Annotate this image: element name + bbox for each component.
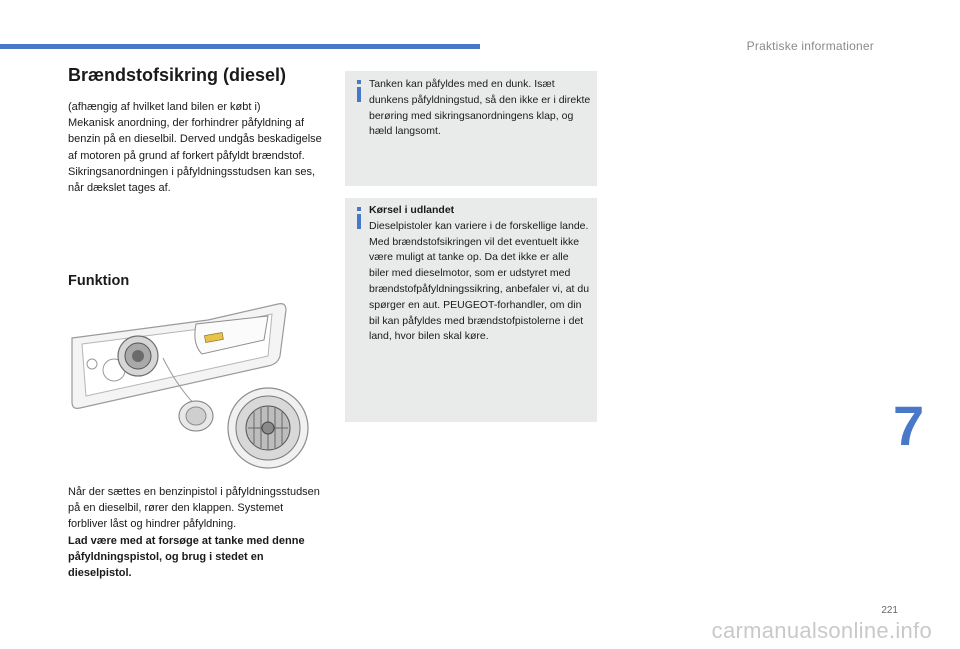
info-box-text	[369, 203, 591, 345]
info-box-title: Kørsel i udlandet	[369, 204, 455, 216]
header-accent-bar	[0, 44, 480, 49]
drain-hole	[87, 359, 97, 369]
info-box-text	[369, 77, 591, 140]
page-number: 221	[881, 605, 898, 616]
intro-paragraph: Mekanisk anordning, der forhindrer påfyldning af benzin på en dieselbil. Derved undgås beskadigelse af motoren på grund af forkert påfyldt brændstof.	[68, 117, 322, 162]
intro-text	[68, 99, 323, 196]
function-warning: Lad være med at forsøge at tanke med denne påfyldningspistol, og brug i stedet en dieselpistol.	[68, 534, 305, 580]
fuel-filler-illustration	[68, 298, 323, 470]
info-box-jerrycan	[345, 71, 597, 186]
intro-paragraph: (afhængig af hvilket land bilen er købt i)	[68, 101, 261, 113]
fuel-cap-center	[186, 407, 206, 425]
filler-neck-hole	[132, 350, 144, 362]
fuel-filler-drawing	[68, 298, 323, 470]
chapter-number: 7	[893, 394, 925, 457]
section-heading-function: Funktion	[68, 273, 130, 289]
info-box-paragraph: Tanken kan påfyldes med en dunk. Isæt dunkens påfyldningstud, så den ikke er i direkte berøring med sikringsanordningens klap, og hæld langsomt.	[369, 78, 591, 138]
info-icon	[353, 80, 365, 102]
info-box-abroad	[345, 198, 597, 422]
info-icon	[353, 207, 365, 229]
function-description	[68, 484, 323, 581]
page-title: Brændstofsikring (diesel)	[68, 65, 287, 85]
section-title: Praktiske informationer	[746, 39, 874, 53]
info-box-paragraph: Dieselpistoler kan variere i de forskellige lande. Med brændstofsikringen vil det eventuelt ikke være muligt at tanke op. Da det ikke er alle biler med dieselmotor, som er udstyret med brændstofpåfyldningssikring, anbefaler vi, at du spørger en aut. PEUGEOT-forhandler, om din bil kan påfyldes med brændstofpistolerne i det land, hvor bilen skal køre.	[369, 219, 590, 343]
function-paragraph: Når der sættes en benzinpistol i påfyldningsstudsen på en dieselbil, rører den klappen. Systemet forbliver låst og hindrer påfyldning.	[68, 486, 320, 531]
intro-paragraph: Sikringsanordningen i påfyldningsstudsen kan ses, når dækslet tages af.	[68, 165, 316, 195]
detail-center	[262, 422, 274, 434]
watermark: carmanualsonline.info	[711, 618, 932, 643]
